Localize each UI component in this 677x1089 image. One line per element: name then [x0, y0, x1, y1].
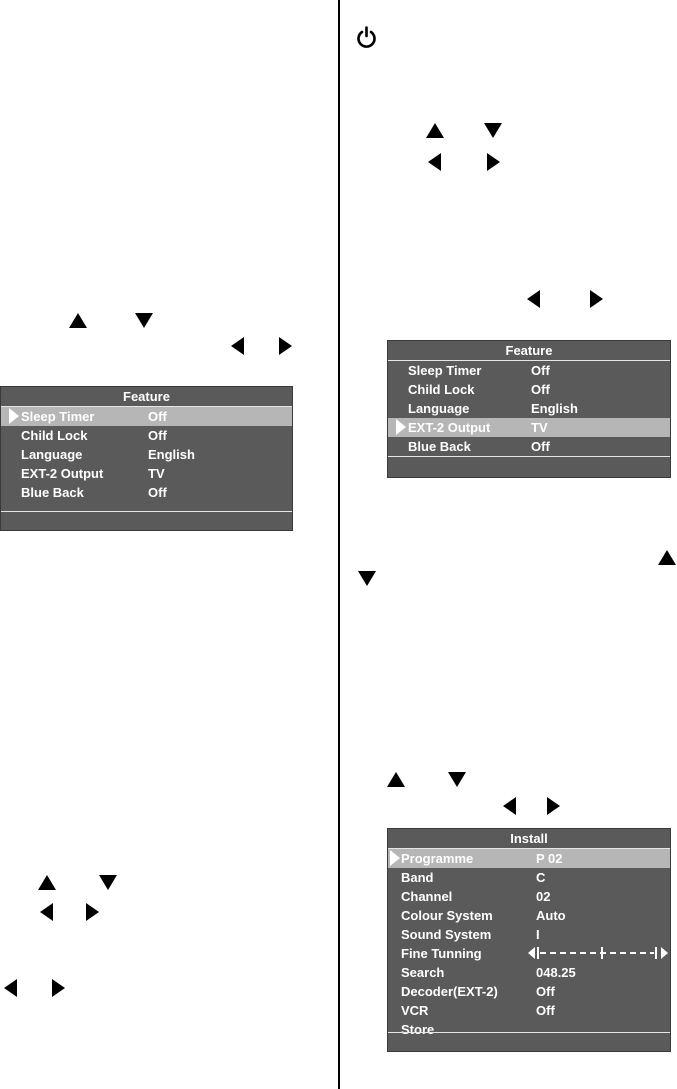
menu-item-value: TV	[148, 466, 165, 481]
menu-item-sleep-timer[interactable]	[388, 361, 670, 380]
arrow-left-icon	[527, 290, 540, 308]
menu-item-language[interactable]	[1, 445, 292, 464]
arrow-down-icon	[358, 571, 376, 586]
menu-item-value: Off	[148, 428, 167, 443]
menu-item-value: P 02	[536, 851, 563, 866]
menu-item-ext2-output[interactable]	[388, 418, 670, 437]
menu-footer-divider	[1, 511, 292, 512]
menu-item-language[interactable]	[388, 399, 670, 418]
menu-item-band[interactable]	[388, 868, 670, 887]
menu-item-label: Blue Back	[408, 439, 471, 454]
arrow-down-icon	[448, 772, 466, 787]
arrow-down-icon	[484, 123, 502, 138]
menu-item-value: 02	[536, 889, 551, 904]
menu-item-value: Off	[531, 439, 550, 454]
column-divider	[338, 0, 340, 1089]
menu-item-value: TV	[531, 420, 548, 435]
menu-item-fine-tunning[interactable]	[388, 944, 670, 963]
menu-item-label: Language	[21, 447, 83, 462]
menu-item-value: Auto	[536, 908, 566, 923]
install-menu-panel	[387, 828, 671, 1052]
arrow-right-icon	[279, 337, 292, 355]
selection-pointer-icon	[396, 419, 406, 435]
menu-item-channel[interactable]	[388, 887, 670, 906]
menu-item-label: Child Lock	[408, 382, 475, 397]
menu-item-value: Off	[536, 1003, 555, 1018]
arrow-right-icon	[52, 979, 65, 997]
menu-title: Install	[388, 829, 670, 849]
menu-item-label: Store	[401, 1022, 435, 1037]
selection-pointer-icon	[390, 850, 400, 866]
arrow-down-icon	[135, 313, 153, 328]
menu-item-value: I	[536, 927, 540, 942]
menu-item-value: Off	[148, 485, 167, 500]
menu-item-value: Off	[536, 984, 555, 999]
menu-item-value: English	[148, 447, 195, 462]
menu-item-label: Colour System	[401, 908, 493, 923]
arrow-left-icon	[231, 337, 244, 355]
menu-footer-divider	[388, 456, 670, 457]
menu-item-value: Off	[531, 363, 550, 378]
arrow-right-icon	[547, 797, 560, 815]
menu-item-value: C	[536, 870, 546, 885]
arrow-up-icon	[38, 875, 56, 890]
menu-item-store[interactable]	[388, 1020, 670, 1039]
arrow-left-icon	[503, 797, 516, 815]
menu-item-value: Off	[148, 409, 167, 424]
menu-item-programme[interactable]	[388, 849, 670, 868]
menu-title: Feature	[388, 341, 670, 361]
menu-title: Feature	[1, 387, 292, 407]
menu-item-decoder-ext2[interactable]	[388, 982, 670, 1001]
arrow-right-icon	[86, 903, 99, 921]
menu-item-value: Off	[531, 382, 550, 397]
arrow-up-icon	[387, 772, 405, 787]
menu-item-blue-back[interactable]	[388, 437, 670, 456]
menu-item-label: Language	[408, 401, 470, 416]
menu-item-label: Blue Back	[21, 485, 84, 500]
menu-item-label: Sleep Timer	[408, 363, 482, 378]
selection-pointer-icon	[9, 408, 19, 424]
menu-item-child-lock[interactable]	[388, 380, 670, 399]
menu-item-label: Child Lock	[21, 428, 88, 443]
arrow-left-icon	[428, 153, 441, 171]
feature-menu-panel	[387, 340, 671, 478]
menu-item-label: Sound System	[401, 927, 492, 942]
menu-item-value: English	[531, 401, 578, 416]
menu-item-label: EXT-2 Output	[408, 420, 491, 435]
arrow-up-icon	[426, 123, 444, 138]
menu-item-label: Programme	[401, 851, 474, 866]
menu-item-label: Fine Tunning	[401, 946, 482, 961]
menu-item-search[interactable]	[388, 963, 670, 982]
feature-menu-panel	[0, 386, 293, 531]
fine-tuning-slider[interactable]	[528, 946, 668, 960]
arrow-up-icon	[69, 313, 87, 328]
menu-item-ext2-output[interactable]	[1, 464, 292, 483]
menu-item-sound-system[interactable]	[388, 925, 670, 944]
menu-item-vcr[interactable]	[388, 1001, 670, 1020]
arrow-up-icon	[658, 550, 676, 565]
slider-right-arrow-icon	[661, 947, 668, 959]
menu-item-label: Search	[401, 965, 445, 980]
arrow-right-icon	[590, 290, 603, 308]
arrow-left-icon	[40, 903, 53, 921]
menu-item-label: EXT-2 Output	[21, 466, 104, 481]
menu-item-value: 048.25	[536, 965, 576, 980]
menu-item-label: Channel	[401, 889, 453, 904]
menu-footer-divider	[388, 1032, 670, 1033]
menu-item-label: Band	[401, 870, 434, 885]
menu-item-label: Decoder(EXT-2)	[401, 984, 498, 999]
menu-item-child-lock[interactable]	[1, 426, 292, 445]
power-icon	[356, 26, 377, 49]
slider-left-arrow-icon	[528, 947, 535, 959]
menu-item-blue-back[interactable]	[1, 483, 292, 502]
menu-item-colour-system[interactable]	[388, 906, 670, 925]
arrow-right-icon	[487, 153, 500, 171]
arrow-left-icon	[4, 979, 17, 997]
menu-item-sleep-timer[interactable]	[1, 407, 292, 426]
arrow-down-icon	[99, 875, 117, 890]
menu-item-label: Sleep Timer	[21, 409, 95, 424]
menu-item-label: VCR	[401, 1003, 429, 1018]
